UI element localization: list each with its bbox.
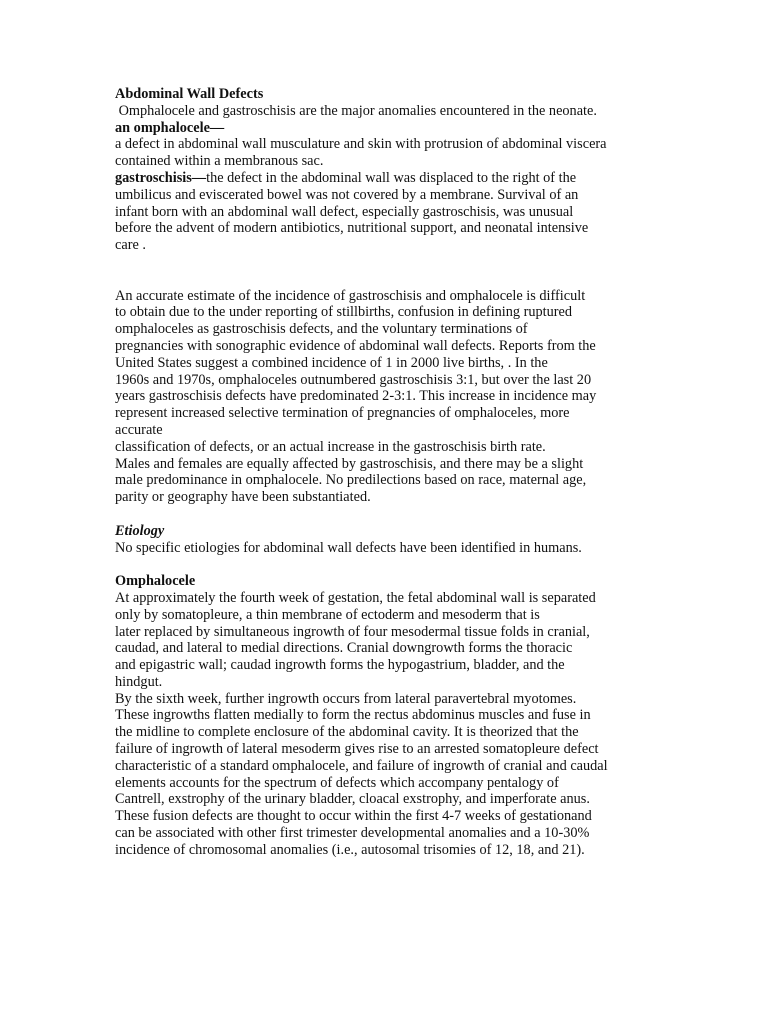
gastroschisis-definition-text: the defect in the abdominal wall was displaced to the right of the [206, 169, 577, 186]
omphalocele-line: These fusion defects are thought to occur within the first 4-7 weeks of gestationand [115, 808, 592, 825]
gastroschisis-definition-first-line [115, 170, 660, 187]
incidence-line: United States suggest a combined incidence of 1 in 2000 live births, . In the [115, 354, 548, 371]
omphalocele-line: can be associated with other first trimester developmental anomalies and a 10-30% [115, 825, 590, 842]
incidence-line: represent increased selective termination of pregnancies of omphaloceles, more [115, 405, 570, 422]
omphalocele-line: later replaced by simultaneous ingrowth of four mesodermal tissue folds in cranial, [115, 623, 590, 640]
omphalocele-line: only by somatopleure, a thin membrane of ectoderm and mesoderm that is [115, 606, 540, 623]
omphalocele-line: failure of ingrowth of lateral mesoderm gives rise to an arrested somatopleure defect [115, 741, 599, 758]
paragraph-spacer [115, 506, 660, 523]
omphalocele-line: incidence of chromosomal anomalies (i.e., autosomal trisomies of 12, 18, and 21). [115, 841, 585, 858]
omphalocele-line: These ingrowths flatten medially to form the rectus abdominus muscles and fuse in [115, 707, 591, 724]
omphalocele-line: elements accounts for the spectrum of defects which accompany pentalogy of [115, 774, 559, 791]
gastroschisis-definition-line: before the advent of modern antibiotics, nutritional support, and neonatal intensive [115, 220, 589, 237]
etiology-section [115, 523, 660, 557]
incidence-line: omphaloceles as gastroschisis defects, and the voluntary terminations of [115, 321, 528, 338]
omphalocele-line: Cantrell, exstrophy of the urinary bladder, cloacal exstrophy, and imperforate anus. [115, 791, 590, 808]
incidence-line: classification of defects, or an actual increase in the gastroschisis birth rate. [115, 438, 546, 455]
gastroschisis-definition-line: infant born with an abdominal wall defect, especially gastroschisis, was unusual [115, 203, 574, 220]
incidence-line: parity or geography have been substantiated. [115, 489, 371, 506]
incidence-line: accurate [115, 421, 163, 438]
gastroschisis-definition-line: umbilicus and eviscerated bowel was not covered by a membrane. Survival of an [115, 186, 579, 203]
gastroschisis-definition-line: care . [115, 237, 146, 254]
incidence-line: to obtain due to the under reporting of stillbirths, confusion in defining ruptured [115, 304, 573, 321]
etiology-line: No specific etiologies for abdominal wall defects have been identified in humans. [115, 539, 582, 556]
gastroschisis-term: gastroschisis— [115, 169, 207, 186]
omphalocele-line: characteristic of a standard omphalocele, and failure of ingrowth of cranial and caudal [115, 757, 608, 774]
incidence-line: An accurate estimate of the incidence of gastroschisis and omphalocele is difficult [115, 287, 586, 304]
omphalocele-heading: Omphalocele [115, 573, 196, 590]
incidence-line: 1960s and 1970s, omphaloceles outnumbered gastroschisis 3:1, but over the last 20 [115, 371, 592, 388]
incidence-line: years gastroschisis defects have predominated 2-3:1. This increase in incidence may [115, 388, 597, 405]
omphalocele-definition-line: a defect in abdominal wall musculature and skin with protrusion of abdominal viscera [115, 136, 607, 153]
omphalocele-section [115, 573, 660, 859]
document-page [115, 86, 660, 859]
incidence-line: pregnancies with sonographic evidence of abdominal wall defects. Reports from the [115, 337, 596, 354]
etiology-heading: Etiology [115, 522, 165, 539]
paragraph-spacer [115, 254, 660, 288]
incidence-paragraph [115, 288, 660, 506]
omphalocele-line: and epigastric wall; caudad ingrowth forms the hypogastrium, bladder, and the [115, 657, 565, 674]
omphalocele-line: At approximately the fourth week of gestation, the fetal abdominal wall is separated [115, 589, 596, 606]
intro-line: Omphalocele and gastroschisis are the major anomalies encountered in the neonate. [115, 102, 597, 119]
omphalocele-line: the midline to complete enclosure of the abdominal cavity. It is theorized that the [115, 724, 579, 741]
omphalocele-term: an omphalocele— [115, 119, 225, 136]
paragraph-spacer [115, 556, 660, 573]
incidence-line: Males and females are equally affected by gastroschisis, and there may be a slight [115, 455, 584, 472]
omphalocele-line: hindgut. [115, 673, 163, 690]
omphalocele-line: By the sixth week, further ingrowth occurs from lateral paravertebral myotomes. [115, 690, 577, 707]
incidence-line: male predominance in omphalocele. No predilections based on race, maternal age, [115, 472, 587, 489]
document-title: Abdominal Wall Defects [115, 86, 264, 102]
omphalocele-line: caudad, and lateral to medial directions. Cranial downgrowth forms the thoracic [115, 640, 573, 657]
omphalocele-definition-line: contained within a membranous sac. [115, 153, 324, 170]
